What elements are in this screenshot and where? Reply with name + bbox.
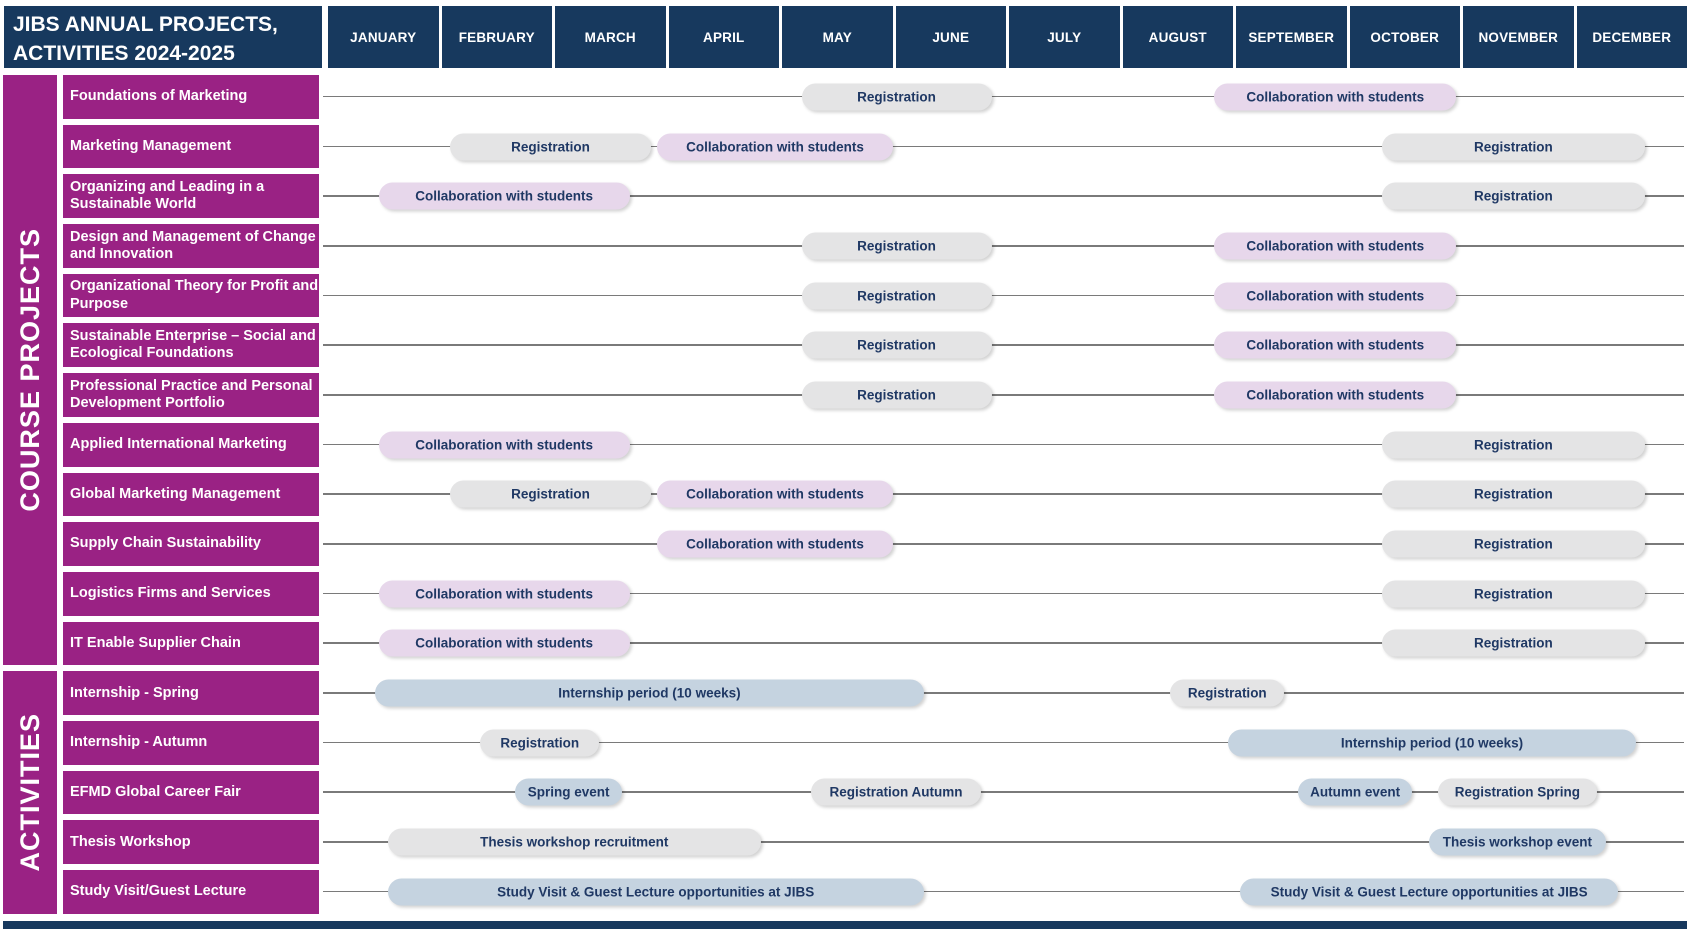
- row-label: Logistics Firms and Services: [63, 572, 319, 616]
- timeline-track: [319, 72, 1687, 122]
- table-row: [57, 470, 1687, 520]
- gantt-bar: Collaboration with students: [379, 183, 630, 210]
- month-header: NOVEMBER: [1463, 6, 1574, 68]
- gantt-bar: Registration: [802, 232, 992, 259]
- table-row: [57, 569, 1687, 619]
- month-header: FEBRUARY: [442, 6, 553, 68]
- gantt-bar: Registration: [802, 381, 992, 408]
- timeline-track: [319, 320, 1687, 370]
- row-label: Applied International Marketing: [63, 423, 319, 467]
- table-row: [57, 370, 1687, 420]
- timeline-scale: [330, 668, 1687, 718]
- month-header: OCTOBER: [1350, 6, 1461, 68]
- gantt-bar: Collaboration with students: [379, 630, 630, 657]
- timeline-scale: [330, 619, 1687, 669]
- month-header: JUNE: [896, 6, 1007, 68]
- table-row: [57, 122, 1687, 172]
- row-label: Sustainable Enterprise – Social and Ecological Foundations: [63, 323, 319, 367]
- gantt-bar: Collaboration with students: [657, 133, 893, 160]
- row-label: Professional Practice and Personal Development Portfolio: [63, 373, 319, 417]
- timeline-track: [319, 122, 1687, 172]
- month-header: MARCH: [555, 6, 666, 68]
- table-row: [57, 221, 1687, 271]
- month-header: APRIL: [669, 6, 780, 68]
- timeline-scale: [330, 171, 1687, 221]
- row-label: Marketing Management: [63, 125, 319, 169]
- gantt-bar: Registration: [1382, 133, 1645, 160]
- gantt-bar: Registration: [1170, 680, 1284, 707]
- month-header: AUGUST: [1123, 6, 1234, 68]
- row-label: Supply Chain Sustainability: [63, 522, 319, 566]
- row-label: Organizing and Leading in a Sustainable World: [63, 174, 319, 218]
- timeline-track: [319, 420, 1687, 470]
- table-row: [57, 867, 1687, 917]
- timeline-scale: [330, 817, 1687, 867]
- gantt-bar: Registration: [1382, 580, 1645, 607]
- gantt-bar: Collaboration with students: [1214, 381, 1456, 408]
- table-row: [57, 668, 1687, 718]
- row-label: Thesis Workshop: [63, 820, 319, 864]
- page-title: JIBS ANNUAL PROJECTS, ACTIVITIES 2024-2025: [4, 6, 322, 68]
- timeline-scale: [330, 122, 1687, 172]
- timeline-scale: [330, 271, 1687, 321]
- gantt-bar: Study Visit & Guest Lecture opportunities at JIBS: [388, 878, 924, 905]
- section-activities: [3, 668, 1687, 916]
- gantt-bar: Thesis workshop recruitment: [388, 829, 761, 856]
- table-row: [57, 718, 1687, 768]
- section-strip: [3, 671, 57, 913]
- row-label: Global Marketing Management: [63, 473, 319, 517]
- row-label: Internship - Spring: [63, 671, 319, 715]
- row-label: Study Visit/Guest Lecture: [63, 870, 319, 914]
- gantt-bar: Registration: [450, 481, 651, 508]
- row-label: EFMD Global Career Fair: [63, 771, 319, 815]
- month-header: DECEMBER: [1577, 6, 1687, 68]
- timeline-scale: [330, 519, 1687, 569]
- gantt-bar: Registration: [1382, 183, 1645, 210]
- section-rows: [57, 668, 1687, 916]
- timeline-track: [319, 271, 1687, 321]
- timeline-track: [319, 370, 1687, 420]
- timeline-track: [319, 470, 1687, 520]
- gantt-bar: Collaboration with students: [1214, 232, 1456, 259]
- gantt-bar: Registration Spring: [1438, 779, 1596, 806]
- gantt-bar: Collaboration with students: [1214, 282, 1456, 309]
- section-strip: [3, 75, 57, 665]
- timeline-track: [319, 768, 1687, 818]
- timeline-scale: [330, 370, 1687, 420]
- timeline-track: [319, 569, 1687, 619]
- gantt-bar: Registration: [450, 133, 651, 160]
- gantt-bar: Registration: [802, 282, 992, 309]
- table-row: [57, 271, 1687, 321]
- bottom-divider-bar: [3, 921, 1687, 929]
- gantt-bar: Study Visit & Guest Lecture opportunities at JIBS: [1240, 878, 1618, 905]
- table-row: [57, 171, 1687, 221]
- gantt-bar: Registration: [1382, 431, 1645, 458]
- section-rows: [57, 72, 1687, 668]
- gantt-bar: Spring event: [515, 779, 621, 806]
- table-row: [57, 768, 1687, 818]
- timeline-scale: [330, 867, 1687, 917]
- gantt-bar: Registration: [1382, 481, 1645, 508]
- timeline-track: [319, 519, 1687, 569]
- table-row: [57, 817, 1687, 867]
- gantt-bar: Internship period (10 weeks): [375, 680, 923, 707]
- timeline-scale: [330, 718, 1687, 768]
- timeline-track: [319, 619, 1687, 669]
- table-row: [57, 420, 1687, 470]
- gantt-bar: Collaboration with students: [379, 580, 630, 607]
- row-label: Design and Management of Change and Innovation: [63, 224, 319, 268]
- timeline-scale: [330, 72, 1687, 122]
- timeline-track: [319, 171, 1687, 221]
- month-header: SEPTEMBER: [1236, 6, 1347, 68]
- gantt-bar: Collaboration with students: [657, 481, 893, 508]
- gantt-bar: Collaboration with students: [1214, 332, 1456, 359]
- timeline-track: [319, 867, 1687, 917]
- month-header: JULY: [1009, 6, 1120, 68]
- gantt-bar: Internship period (10 weeks): [1228, 729, 1636, 756]
- gantt-bar: Collaboration with students: [379, 431, 630, 458]
- row-label: Organizational Theory for Profit and Purpose: [63, 274, 319, 318]
- month-header: MAY: [782, 6, 893, 68]
- month-header-row: [328, 6, 1687, 68]
- gantt-bar: Registration: [1382, 531, 1645, 558]
- gantt-bar: Registration Autumn: [811, 779, 982, 806]
- timeline-track: [319, 817, 1687, 867]
- table-row: [57, 619, 1687, 669]
- gantt-bar: Registration: [1382, 630, 1645, 657]
- row-label: Foundations of Marketing: [63, 75, 319, 119]
- section-course-projects: [3, 72, 1687, 668]
- gantt-bar: Collaboration with students: [657, 531, 893, 558]
- gantt-bar: Thesis workshop event: [1429, 829, 1605, 856]
- section-label: COURSE PROJECTS: [14, 228, 45, 512]
- gantt-bar: Registration: [802, 83, 992, 110]
- table-row: [57, 320, 1687, 370]
- month-header: JANUARY: [328, 6, 439, 68]
- timeline-track: [319, 668, 1687, 718]
- timeline-scale: [330, 569, 1687, 619]
- table-row: [57, 519, 1687, 569]
- gantt-bar: Registration: [802, 332, 992, 359]
- timeline-scale: [330, 470, 1687, 520]
- timeline-scale: [330, 420, 1687, 470]
- row-label: IT Enable Supplier Chain: [63, 622, 319, 666]
- gantt-bar: Autumn event: [1298, 779, 1412, 806]
- timeline-scale: [330, 768, 1687, 818]
- table-row: [57, 72, 1687, 122]
- timeline-track: [319, 221, 1687, 271]
- section-label: ACTIVITIES: [14, 713, 45, 872]
- gantt-bar: Collaboration with students: [1214, 83, 1456, 110]
- gantt-bar: Registration: [480, 729, 599, 756]
- row-label: Internship - Autumn: [63, 721, 319, 765]
- chart-body: [3, 72, 1687, 917]
- timeline-scale: [330, 221, 1687, 271]
- timeline-scale: [330, 320, 1687, 370]
- timeline-track: [319, 718, 1687, 768]
